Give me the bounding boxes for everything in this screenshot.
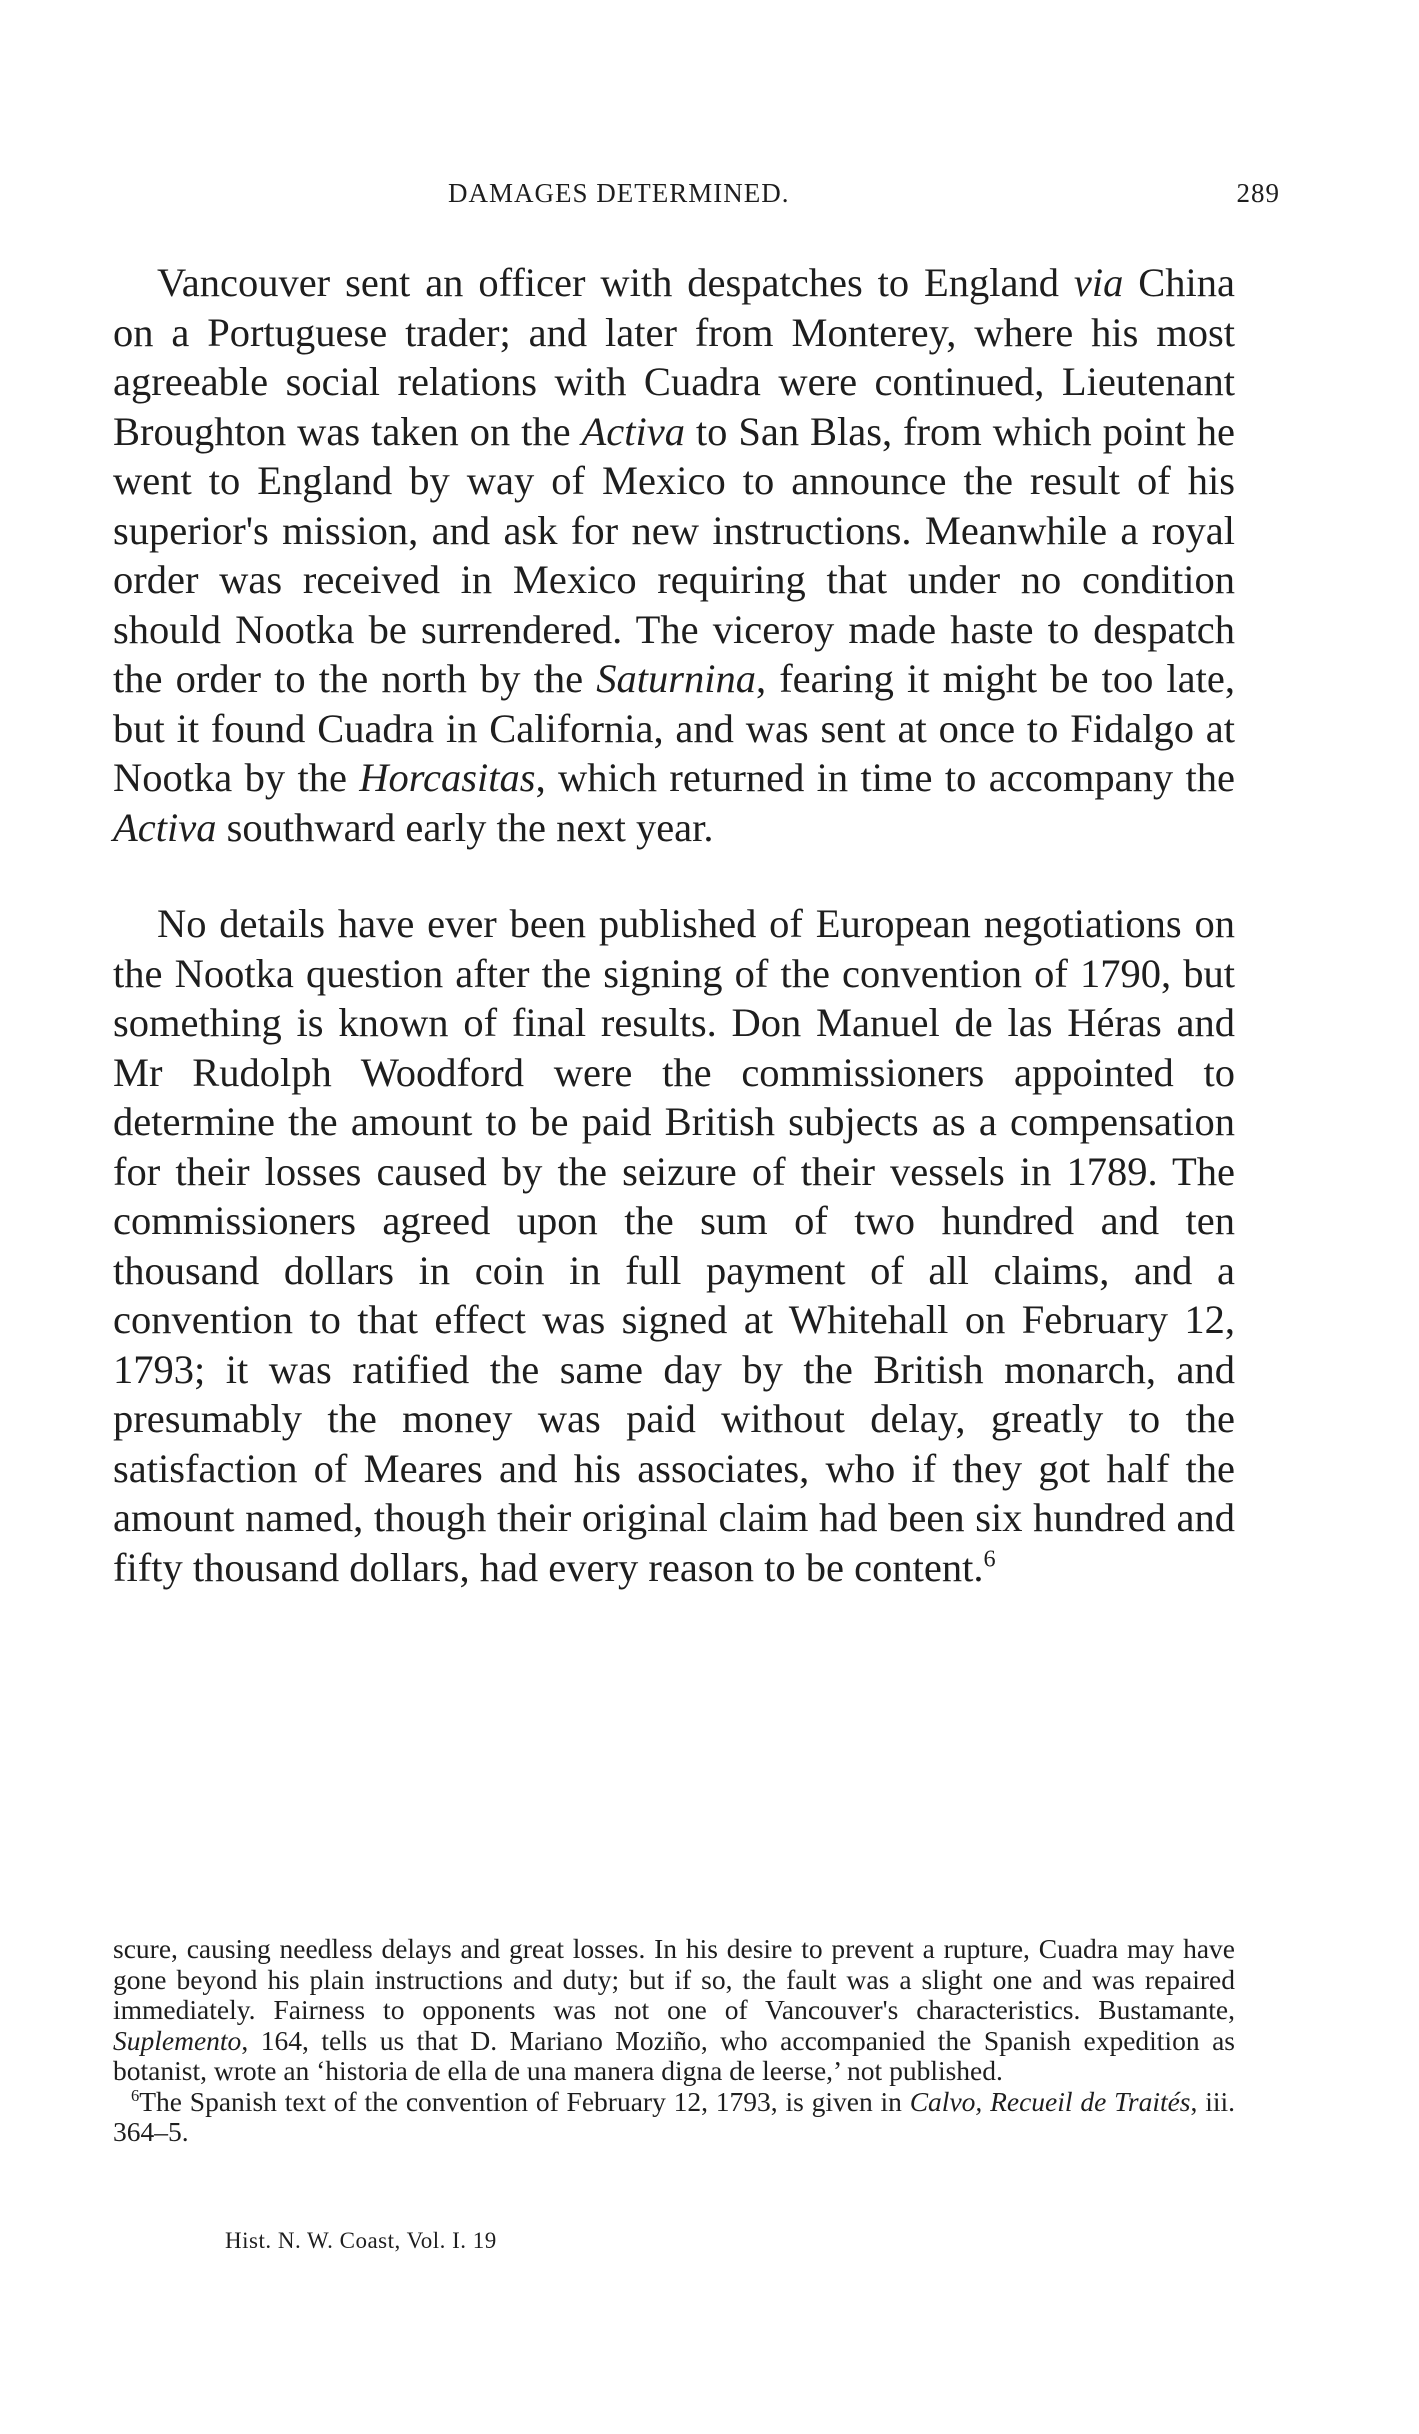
footnote-ref: 6 [983, 1545, 996, 1572]
text-run: scure, causing needless delays and great losses. In his desire to prevent a rupture, Cuadra may have gone beyond his plain instructions and duty; but if so, the fault was a slight one and was repaired immediately. Fairness to opponents was not one of Vancouver's characteristics. Bustamante, [113, 1933, 1235, 2025]
footnotes [113, 1934, 1235, 2148]
paragraph-1 [113, 258, 1235, 852]
ship-name: Activa [113, 804, 217, 850]
text-run: , 164, tells us that D. Mariano Moziño, who accompanied the Spanish expedition as botanist, wrote an ‘historia de ella de una manera digna de leerse,’ not published. [113, 2024, 1235, 2086]
footnote-6 [113, 2087, 1235, 2148]
paragraph-2 [113, 899, 1235, 1592]
text-run: , which returned in time to accompany the [535, 755, 1235, 800]
italic-run: Suplemento [113, 2024, 242, 2056]
text-run: The Spanish text of the convention of February 12, 1793, is given in [139, 2085, 910, 2117]
ship-name: Horcasitas [359, 755, 536, 800]
text-run: , fearing it might be too late, but it found Cuadra in California, and was sent at once to Fidalgo at Nootka by the [113, 656, 1236, 800]
footnote-marker: 6 [131, 2085, 140, 2105]
text-run: , iii. 364–5. [113, 2085, 1235, 2147]
footnote-continued [113, 1934, 1235, 2087]
text-run: to San Blas, from which point he went to England by way of Mexico to announce the result of his superior's mission, and ask for new instructions. Meanwhile a royal order was received in Mexico requiring that under no condition should Nootka be surrendered. The viceroy made haste to despatch the order to the north by the [113, 408, 1235, 701]
running-title: DAMAGES DETERMINED. [448, 178, 790, 208]
page-number: 289 [1236, 178, 1280, 208]
signature-line: Hist. N. W. Coast, Vol. I. 19 [225, 2228, 497, 2253]
text-run: Vancouver sent an officer with despatches to England [157, 260, 1074, 305]
text-run: No details have ever been published of European negotiations on the Nootka question after the signing of the convention of 1790, but something is known of final results. Don Manuel de las Héras and Mr Rudolph Woodford were the commissioners appointed to determine the amount to be paid British subjects as a compensation for their losses caused by the seizure of their vessels in 1789. The commissioners agreed upon the sum of two hundred and ten thousand dollars in coin in full payment of all claims, and a convention to that effect was signed at Whitehall on February 12, 1793; it was ratified the same day by the British monarch, and presumably the money was paid without delay, greatly to the satisfaction of Meares and his associates, who if they got half the amount named, though their original claim had been six hundred and fifty thousand dollars, had every reason to be content. [113, 901, 1235, 1590]
ship-name: Activa [581, 408, 685, 454]
page-header [110, 178, 1280, 218]
italic-run: via [1073, 260, 1124, 305]
text-run: southward early the next year. [216, 804, 714, 850]
main-text [113, 258, 1235, 1592]
italic-run: Calvo, Recueil de Traités [909, 2085, 1191, 2117]
text-run: China on a Portuguese trader; and later from Monterey, where his most agreeable social relations with Cuadra were continued, Lieutenant Broughton was taken on the [113, 260, 1235, 454]
ship-name: Saturnina [596, 656, 756, 701]
